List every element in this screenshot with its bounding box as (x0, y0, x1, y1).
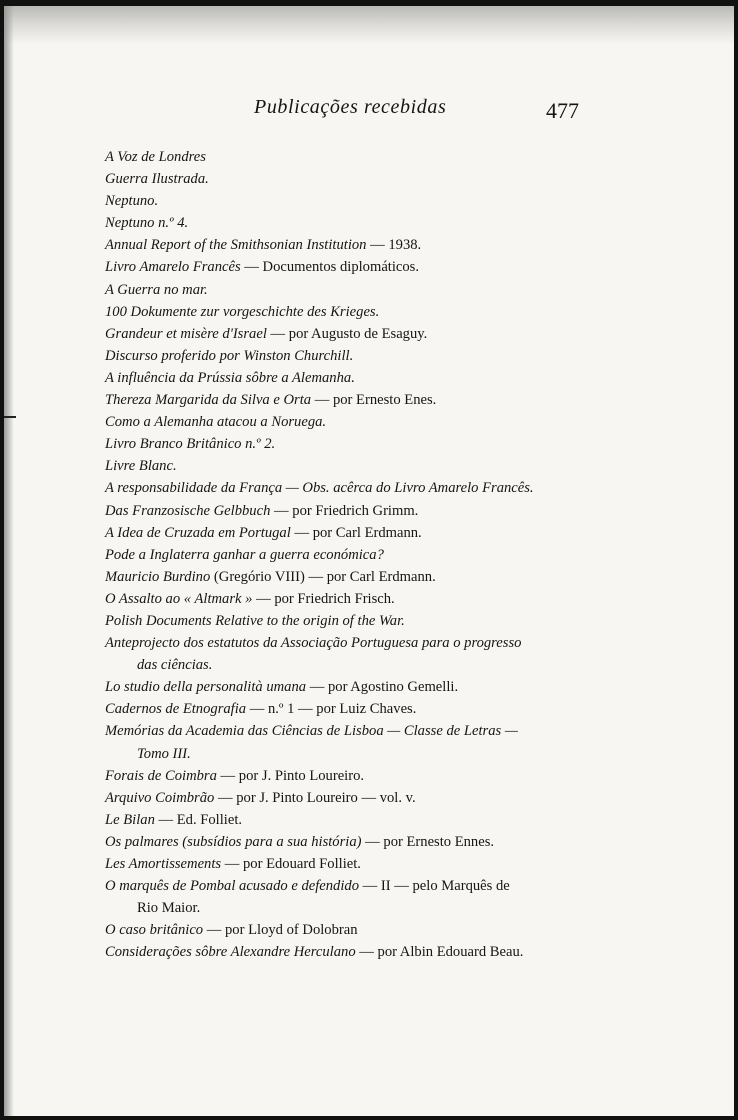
entry-author: — por Ernesto Enes. (311, 392, 437, 409)
scan-top-shadow (4, 6, 734, 44)
entry-author: — Ed. Folliet. (154, 811, 243, 828)
list-item (105, 875, 585, 919)
entry-title: Anteprojecto dos estatutos da Associação Portuguesa para o progresso (105, 635, 522, 652)
entry-title: O Assalto ao « Altmark » (105, 590, 253, 607)
entry-title: A Voz de Londres (105, 149, 206, 165)
entry-author: — por J. Pinto Loureiro. (216, 767, 365, 784)
entry-author: — 1938. (366, 237, 422, 254)
list-item (105, 676, 585, 698)
entry-title: O marquês de Pombal acusado e defendido (105, 878, 359, 895)
entry-title: Guerra Ilustrada. (105, 171, 209, 188)
list-item (105, 787, 585, 809)
list-item (105, 919, 585, 941)
entry-title: A Guerra no mar. (105, 281, 208, 298)
list-item (105, 809, 585, 831)
entry-author: — por Ernesto Ennes. (361, 833, 495, 850)
page-number: 477 (546, 98, 579, 123)
list-item (105, 765, 585, 787)
entry-title: Neptuno. (105, 193, 159, 210)
entry-title: A responsabilidade da França — Obs. acêrca do Livro Amarelo Francês. (105, 480, 534, 497)
entry-author: — por Albin Edouard Beau. (355, 944, 524, 961)
list-item (105, 256, 585, 278)
list-item (105, 433, 585, 455)
entry-title: 100 Dokumente zur vorgeschichte des Krieges. (105, 303, 380, 320)
entry-author: — por Carl Erdmann. (290, 524, 422, 541)
entry-author: — por Friedrich Grimm. (270, 502, 419, 519)
entry-title: Les Amortissements (105, 856, 222, 872)
list-item (105, 279, 585, 301)
entry-title: Forais de Coimbra (105, 767, 217, 784)
entry-title: Livro Amarelo Francês (105, 259, 241, 276)
list-item (105, 190, 585, 212)
entry-title: Polish Documents Relative to the origin of the War. (105, 612, 405, 629)
entry-title: Annual Report of the Smithsonian Institution (105, 237, 367, 254)
list-item (105, 610, 585, 632)
list-item (105, 588, 585, 610)
entry-title: A influência da Prússia sôbre a Alemanha. (105, 369, 355, 386)
entry-title: Discurso proferido por Winston Churchill. (105, 347, 354, 364)
entry-title: Livre Blanc. (105, 458, 177, 475)
entry-continuation: Tomo III. (137, 745, 191, 762)
entry-title: Arquivo Coimbrão (105, 789, 215, 806)
entry-title: Grandeur et misère d'Israel (105, 325, 267, 342)
entry-author: (Gregório VIII) — por Carl Erdmann. (210, 568, 436, 585)
entry-title: O caso britânico (105, 922, 204, 939)
entry-author: — por Edouard Folliet. (221, 856, 361, 872)
entry-title: Thereza Margarida da Silva e Orta (105, 392, 312, 409)
entry-author: — por J. Pinto Loureiro — vol. v. (214, 789, 416, 806)
list-item (105, 941, 585, 963)
entry-title: Mauricio Burdino (105, 568, 211, 585)
entry-title: Memórias da Academia das Ciências de Lisboa — Classe de Letras — (105, 723, 518, 740)
list-item (105, 234, 585, 256)
list-item (105, 345, 585, 367)
page-header (4, 90, 734, 130)
entry-author: — por Augusto de Esaguy. (266, 325, 428, 342)
list-item (105, 389, 585, 411)
entry-title: Como a Alemanha atacou a Noruega. (105, 414, 327, 431)
list-item (105, 522, 585, 544)
entry-author: — n.º 1 — por Luiz Chaves. (246, 701, 417, 718)
entry-title: Le Bilan (105, 811, 155, 828)
list-item (105, 500, 585, 522)
entry-title: Livro Branco Britânico n.º 2. (105, 436, 276, 453)
entry-author: — por Lloyd of Dolobran (203, 922, 358, 939)
list-item (105, 455, 585, 477)
list-item (105, 544, 585, 566)
list-item (105, 212, 585, 234)
entry-title: Os palmares (subsídios para a sua história) (105, 833, 362, 850)
entry-title: Considerações sôbre Alexandre Herculano (105, 944, 356, 961)
list-item (105, 411, 585, 433)
entry-title: Neptuno n.º 4. (105, 215, 189, 232)
list-item (105, 146, 585, 168)
scan-left-shadow (4, 6, 14, 1116)
list-item (105, 566, 585, 588)
entry-title: A Idea de Cruzada em Portugal (105, 524, 291, 541)
entry-continuation: das ciências. (137, 657, 213, 674)
entry-author: — Documentos diplomáticos. (240, 259, 420, 276)
list-item (105, 831, 585, 853)
entry-author: — II — pelo Marquês de (359, 878, 510, 895)
entry-title: Das Franzosische Gelbbuch (105, 502, 271, 519)
entry-author: — por Friedrich Frisch. (252, 590, 395, 607)
entry-title: Pode a Inglaterra ganhar a guerra económica? (105, 546, 384, 563)
publications-list (105, 146, 585, 963)
list-item (105, 720, 585, 764)
list-item (105, 632, 585, 676)
list-item (105, 477, 585, 499)
entry-title: Lo studio della personalità umana (105, 679, 307, 696)
scan-edge-mark (4, 416, 16, 418)
list-item (105, 168, 585, 190)
list-item (105, 323, 585, 345)
list-item (105, 367, 585, 389)
list-item (105, 698, 585, 720)
list-item (105, 301, 585, 323)
running-title: Publicações recebidas (254, 96, 447, 118)
entry-continuation: Rio Maior. (137, 900, 201, 917)
entry-title: Cadernos de Etnografia (105, 701, 247, 718)
entry-author: — por Agostino Gemelli. (306, 679, 459, 696)
list-item (105, 853, 585, 875)
